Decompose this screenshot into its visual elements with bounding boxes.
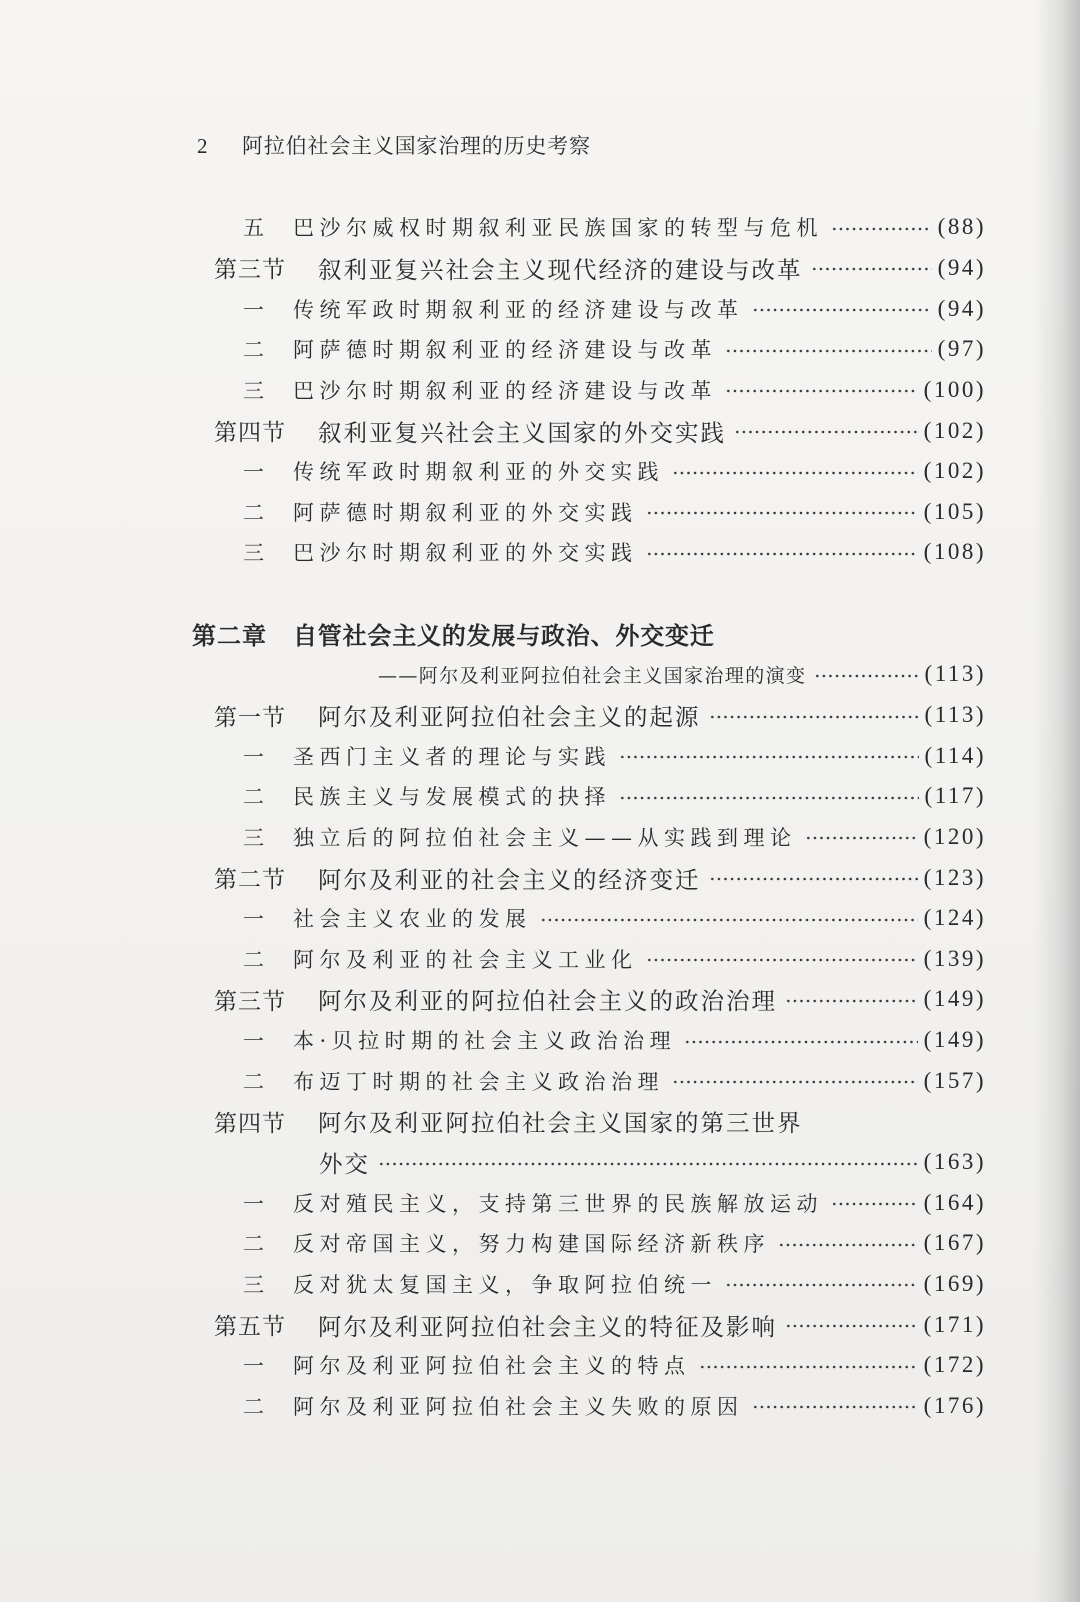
section-label: 第四节 — [214, 420, 286, 447]
toc-entry-section — [0, 1101, 986, 1142]
entry-page: (113) — [924, 661, 986, 687]
dot-leader — [752, 307, 932, 313]
entry-page: (94) — [937, 295, 986, 321]
entry-page: (171) — [923, 1311, 986, 1337]
section-title-line-2: 外交 — [319, 1150, 370, 1179]
chapter-subtitle-text: ——阿尔及利亚阿拉伯社会主义国家治理的演变 — [378, 664, 807, 687]
entry-title: 本·贝拉时期的社会主义政治治理 — [293, 1029, 677, 1054]
entry-title: 社会主义农业的发展 — [293, 907, 532, 932]
section-title: 阿尔及利亚阿拉伯社会主义国家的第三世界 — [318, 1109, 803, 1138]
book-title: 阿拉伯社会主义国家治理的历史考察 — [242, 134, 591, 158]
entry-page: (114) — [924, 742, 986, 768]
toc-entry-item — [0, 451, 986, 492]
entry-number: 二 — [243, 500, 264, 525]
entry-number: 二 — [243, 1069, 264, 1094]
toc-entry-item — [0, 1060, 986, 1101]
entry-page: (164) — [923, 1189, 986, 1215]
dot-leader — [646, 551, 918, 557]
dot-leader — [725, 388, 918, 394]
section-label: 第三节 — [214, 988, 286, 1015]
entry-title: 阿萨德时期叙利亚的外交实践 — [293, 500, 638, 525]
dot-leader — [540, 917, 918, 923]
entry-number: 三 — [243, 378, 264, 403]
toc-entry-item — [0, 776, 986, 817]
dot-leader — [778, 1242, 918, 1248]
toc-entry-item — [0, 1182, 986, 1223]
toc-entry-section — [0, 695, 986, 736]
entry-page: (120) — [923, 823, 986, 849]
entry-title: 传统军政时期叙利亚的经济建设与改革 — [293, 297, 744, 322]
section-title-continuation — [0, 1142, 986, 1183]
entry-page: (167) — [923, 1230, 986, 1256]
entry-number: 二 — [243, 785, 264, 810]
entry-number: 一 — [243, 1029, 264, 1054]
entry-number: 三 — [243, 541, 264, 566]
section-title: 阿尔及利亚的社会主义的经济变迁 — [318, 865, 701, 894]
entry-title: 巴沙尔威权时期叙利亚民族国家的转型与危机 — [293, 216, 823, 241]
dot-leader — [734, 429, 918, 435]
entry-page: (139) — [923, 945, 986, 971]
entry-page: (149) — [923, 986, 986, 1012]
section-title: 叙利亚复兴社会主义国家的外交实践 — [318, 418, 726, 447]
dot-leader — [814, 673, 918, 679]
section-title: 叙利亚复兴社会主义现代经济的建设与改革 — [318, 255, 803, 284]
dot-leader — [805, 835, 918, 841]
entry-number: 一 — [243, 744, 264, 769]
dot-leader — [725, 348, 932, 354]
toc-entry-item — [0, 1020, 986, 1061]
toc-entry-item — [0, 207, 986, 248]
page-edge-shadow — [1034, 0, 1080, 1602]
entry-title: 圣西门主义者的理论与实践 — [293, 744, 611, 769]
entry-page: (105) — [923, 498, 986, 524]
toc-entry-item — [0, 1223, 986, 1264]
chapter-gap — [0, 573, 986, 614]
entry-number: 一 — [243, 1354, 264, 1379]
dot-leader — [378, 1161, 918, 1167]
entry-title: 巴沙尔时期叙利亚的外交实践 — [293, 541, 638, 566]
toc-entry-item — [0, 1264, 986, 1305]
entry-title: 巴沙尔时期叙利亚的经济建设与改革 — [293, 378, 717, 403]
dot-leader — [785, 1323, 918, 1329]
entry-page: (123) — [923, 864, 986, 890]
toc-entry-item — [0, 1345, 986, 1386]
entry-page: (157) — [923, 1067, 986, 1093]
dot-leader — [619, 754, 919, 760]
toc-entry-item — [0, 735, 986, 776]
entry-page: (113) — [924, 702, 986, 727]
toc-entry-section — [0, 1304, 986, 1345]
toc-entry-section — [0, 979, 986, 1020]
entry-page: (100) — [923, 376, 986, 402]
entry-page: (169) — [923, 1270, 986, 1296]
entry-number: 二 — [243, 1232, 264, 1257]
entry-title: 阿尔及利亚阿拉伯社会主义失败的原因 — [293, 1394, 744, 1419]
dot-leader — [709, 714, 919, 720]
toc-entry-item — [0, 1386, 986, 1427]
entry-title: 反对犹太复国主义，争取阿拉伯统一 — [293, 1272, 717, 1297]
dot-leader — [672, 1079, 918, 1085]
entry-page: (102) — [923, 458, 986, 484]
entry-page: (172) — [923, 1352, 986, 1378]
entry-page: (97) — [937, 336, 986, 362]
dot-leader — [831, 226, 932, 232]
entry-number: 二 — [243, 1394, 264, 1419]
dot-leader — [646, 957, 918, 963]
entry-title: 民族主义与发展模式的抉择 — [293, 785, 611, 810]
running-header — [0, 132, 1080, 160]
toc-entry-item — [0, 532, 986, 573]
toc-entry-item — [0, 329, 986, 370]
section-title: 阿尔及利亚阿拉伯社会主义的特征及影响 — [318, 1312, 777, 1341]
toc-entry-chapter — [0, 613, 986, 654]
entry-page: (163) — [923, 1149, 986, 1175]
toc-entry-item — [0, 898, 986, 939]
section-label: 第一节 — [214, 704, 286, 731]
dot-leader — [684, 1039, 917, 1045]
entry-number: 二 — [243, 947, 264, 972]
entry-title: 反对帝国主义，努力构建国际经济新秩序 — [293, 1232, 770, 1257]
dot-leader — [831, 1201, 918, 1207]
table-of-contents — [0, 207, 986, 1426]
toc-entry-section — [0, 248, 986, 289]
dot-leader — [725, 1282, 918, 1288]
section-title: 阿尔及利亚阿拉伯社会主义的起源 — [318, 703, 701, 731]
entry-page: (102) — [923, 417, 986, 443]
dot-leader — [672, 470, 918, 476]
chapter-title: 自管社会主义的发展与政治、外交变迁 — [293, 621, 715, 651]
dot-leader — [646, 510, 918, 516]
entry-number: 五 — [243, 216, 264, 241]
entry-title: 阿尔及利亚阿拉伯社会主义的特点 — [293, 1354, 691, 1379]
section-label: 第二节 — [214, 867, 286, 894]
entry-title: 传统军政时期叙利亚的外交实践 — [293, 460, 664, 485]
dot-leader — [811, 266, 932, 272]
entry-page: (124) — [923, 905, 986, 931]
entry-number: 一 — [243, 1191, 264, 1216]
entry-title: 反对殖民主义，支持第三世界的民族解放运动 — [293, 1191, 823, 1216]
dot-leader — [709, 876, 918, 882]
toc-entry-item — [0, 288, 986, 329]
entry-page: (117) — [924, 783, 986, 809]
entry-number: 二 — [243, 338, 264, 363]
entry-page: (94) — [937, 254, 986, 280]
toc-entry-item — [0, 491, 986, 532]
toc-entry-section — [0, 410, 986, 451]
toc-entry-item — [0, 370, 986, 411]
entry-page: (108) — [923, 539, 986, 565]
entry-title: 阿萨德时期叙利亚的经济建设与改革 — [293, 338, 717, 363]
entry-number: 三 — [243, 825, 264, 850]
section-label: 第五节 — [214, 1314, 286, 1341]
dot-leader — [699, 1364, 918, 1370]
dot-leader — [619, 795, 919, 801]
entry-number: 一 — [243, 907, 264, 932]
page-number: 2 — [197, 134, 208, 158]
chapter-label: 第二章 — [192, 621, 267, 651]
entry-page: (149) — [923, 1027, 986, 1053]
dot-leader — [785, 998, 918, 1004]
toc-entry-section — [0, 857, 986, 898]
entry-number: 三 — [243, 1272, 264, 1297]
section-label: 第四节 — [214, 1110, 286, 1137]
entry-number: 一 — [243, 460, 264, 485]
dot-leader — [752, 1404, 918, 1410]
section-label: 第三节 — [214, 257, 286, 284]
toc-entry-item — [0, 817, 986, 858]
toc-entry-item — [0, 939, 986, 980]
entry-title: 独立后的阿拉伯社会主义——从实践到理论 — [293, 825, 797, 850]
section-title: 阿尔及利亚的阿拉伯社会主义的政治治理 — [318, 987, 777, 1016]
entry-title: 阿尔及利亚的社会主义工业化 — [293, 947, 638, 972]
entry-page: (176) — [923, 1392, 986, 1418]
entry-number: 一 — [243, 297, 264, 322]
entry-page: (88) — [937, 214, 986, 240]
entry-title: 布迈丁时期的社会主义政治治理 — [293, 1069, 664, 1094]
chapter-subtitle — [0, 654, 986, 695]
